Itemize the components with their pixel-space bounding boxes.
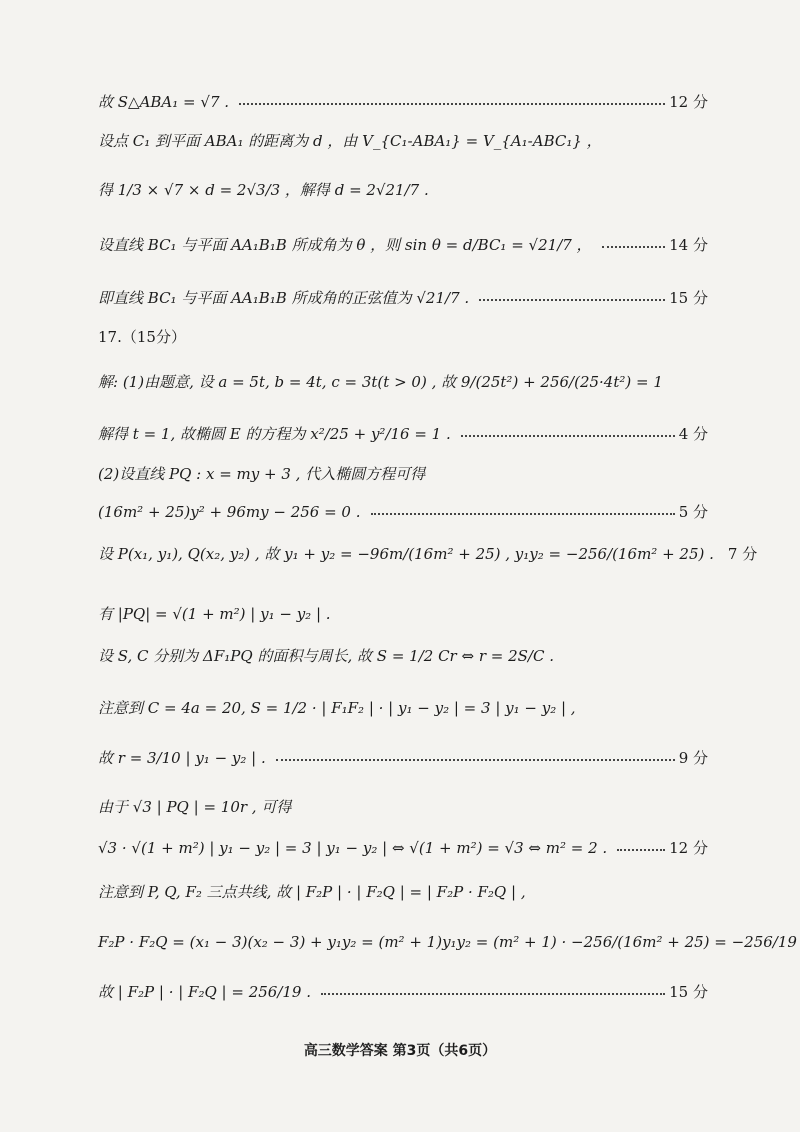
line-3 xyxy=(98,180,708,200)
dot-leader xyxy=(461,435,675,437)
line-16 xyxy=(98,797,708,817)
line-15 xyxy=(98,748,708,768)
dot-leader xyxy=(276,759,675,761)
score-label: 15 分 xyxy=(669,289,708,307)
dot-leader xyxy=(479,299,665,301)
line-text: 由于 √3 | PQ | = 10r , 可得 xyxy=(98,798,292,816)
score-label: 15 分 xyxy=(669,983,708,1001)
dot-leader xyxy=(239,103,665,105)
line-9 xyxy=(98,464,708,484)
line-text: 注意到 P, Q, F₂ 三点共线, 故 | F₂P | · | F₂Q | = | F₂P · F₂Q | , xyxy=(98,883,526,901)
line-2 xyxy=(98,131,708,151)
line-7 xyxy=(98,372,708,392)
line-text: 设 S, C 分别为 ΔF₁PQ 的面积与周长, 故 S = 1/2 Cr ⇔ r = 2S/C . xyxy=(98,647,554,665)
line-6 xyxy=(98,327,708,347)
line-4 xyxy=(98,235,708,255)
line-text: √3 · √(1 + m²) | y₁ − y₂ | = 3 | y₁ − y₂ | ⇔ √(1 + m²) = √3 ⇔ m² = 2 . xyxy=(98,839,608,857)
score-label: 14 分 xyxy=(669,236,708,254)
line-text: 设直线 BC₁ 与平面 AA₁B₁B 所成角为 θ ，则 sin θ = d/BC₁ = √21/7 ， xyxy=(98,236,592,254)
line-14 xyxy=(98,698,708,718)
line-text: 故 S△ABA₁ = √7 . xyxy=(98,93,230,111)
line-text: (16m² + 25)y² + 96my − 256 = 0 . xyxy=(98,503,361,521)
line-text: 故 r = 3/10 | y₁ − y₂ | . xyxy=(98,749,266,767)
line-text: 注意到 C = 4a = 20, S = 1/2 · | F₁F₂ | · | y₁ − y₂ | = 3 | y₁ − y₂ | , xyxy=(98,699,576,717)
line-12 xyxy=(98,604,708,624)
line-text: 即直线 BC₁ 与平面 AA₁B₁B 所成角的正弦值为 √21/7 . xyxy=(98,289,470,307)
line-text: 得 1/3 × √7 × d = 2√3/3 ，解得 d = 2√21/7 . xyxy=(98,181,429,199)
line-17 xyxy=(98,838,708,858)
line-text: 故 | F₂P | · | F₂Q | = 256/19 . xyxy=(98,983,312,1001)
line-text: (2)设直线 PQ : x = my + 3 , 代入椭圆方程可得 xyxy=(98,465,426,483)
score-label: 5 分 xyxy=(678,503,708,521)
score-label: 7 分 xyxy=(727,545,758,563)
line-text: F₂P · F₂Q = (x₁ − 3)(x₂ − 3) + y₁y₂ = (m² + 1)y₁y₂ = (m² + 1) · −256/(16m² + 25) = −256/19 xyxy=(98,933,797,951)
line-20 xyxy=(98,982,708,1002)
line-text: 解得 t = 1, 故椭圆 E 的方程为 x²/25 + y²/16 = 1 . xyxy=(98,425,451,443)
score-label: 12 分 xyxy=(669,839,708,857)
line-text: 设点 C₁ 到平面 ABA₁ 的距离为 d ，由 V_{C₁-ABA₁} = V_{A₁-ABC₁} ， xyxy=(98,132,602,150)
dot-leader xyxy=(617,849,665,851)
score-label: 9 分 xyxy=(678,749,708,767)
line-text: 有 |PQ| = √(1 + m²) | y₁ − y₂ | . xyxy=(98,605,331,623)
score-label: 4 分 xyxy=(678,425,708,443)
score-label: 12 分 xyxy=(669,93,708,111)
line-13 xyxy=(98,646,708,666)
line-8 xyxy=(98,424,708,444)
line-1 xyxy=(98,92,708,112)
line-text: 解: (1)由题意, 设 a = 5t, b = 4t, c = 3t(t > 0) , 故 9/(25t²) + 256/(25·4t²) = 1 xyxy=(98,373,663,391)
dot-leader xyxy=(371,513,675,515)
line-19 xyxy=(98,932,797,952)
line-10 xyxy=(98,502,708,522)
line-text: 设 P(x₁, y₁), Q(x₂, y₂) , 故 y₁ + y₂ = −96m/(16m² + 25) , y₁y₂ = −256/(16m² + 25) . xyxy=(98,545,714,563)
question-heading: 17.（15分） xyxy=(98,328,186,346)
dot-leader xyxy=(602,246,666,248)
line-5 xyxy=(98,288,708,308)
page-footer: 高三数学答案 第3页（共6页） xyxy=(303,1043,497,1059)
dot-leader xyxy=(321,993,665,995)
line-11 xyxy=(98,544,758,564)
line-18 xyxy=(98,882,708,902)
